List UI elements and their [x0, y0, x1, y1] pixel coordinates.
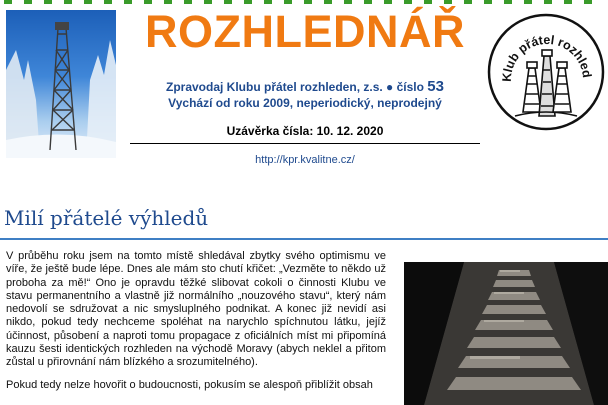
deadline-date: Uzávěrka čísla: 10. 12. 2020 — [226, 124, 384, 138]
logo-text: Klub přátel rozhled — [499, 32, 595, 83]
tower-photo — [6, 10, 116, 158]
publication-info: Vychází od roku 2009, neperiodický, neprodejný — [168, 96, 442, 110]
article-paragraph: Pokud tedy nelze hovořit o budoucnosti, pokusím se alespoň přiblížit obsah — [6, 378, 373, 391]
article-paragraph: V průběhu roku jsem na tomto místě shledával zbytky svého optimismu ve víře, že ještě bude lépe. Dnes ale mám sto chutí křičet: „Vezměte to někdo už proboha za mě!“ Ono je opravdu těžké slibovat cokoli o činnosti Klubu ve stavu permanentního a vlastně již normálního „nouzového stavu“, který nám nedovolí se sdružovat a nic smysluplného podnikat. A konec již nevidí asi nikdo, pokud tedy nechceme spoléhat na narychlo spíchnutou látku, jejíž účinnost, působení a naproti tomu propagace z oficiálních míst mi připomíná kauzu šesti identických rozhleden na východě Moravy (abych neklel a přitom zůstal u přirovnání nám blízkého a srozumitelného). — [6, 250, 386, 369]
newsletter-subtitle — [130, 78, 480, 95]
stairs-photo — [404, 262, 608, 405]
header-divider — [130, 143, 480, 144]
club-logo — [487, 12, 605, 132]
website-link[interactable]: http://kpr.kvalitne.cz/ — [255, 154, 355, 166]
article-heading: Milí přátelé výhledů — [4, 206, 209, 230]
green-dash-strip — [0, 0, 608, 4]
issue-number: 53 — [427, 78, 444, 95]
subtitle-prefix: Zpravodaj Klubu přátel rozhleden, z.s. ● číslo — [166, 80, 428, 94]
masthead-title: ROZHLEDNÁŘ — [145, 6, 465, 57]
article-body — [6, 250, 386, 401]
heading-underline — [0, 238, 608, 240]
